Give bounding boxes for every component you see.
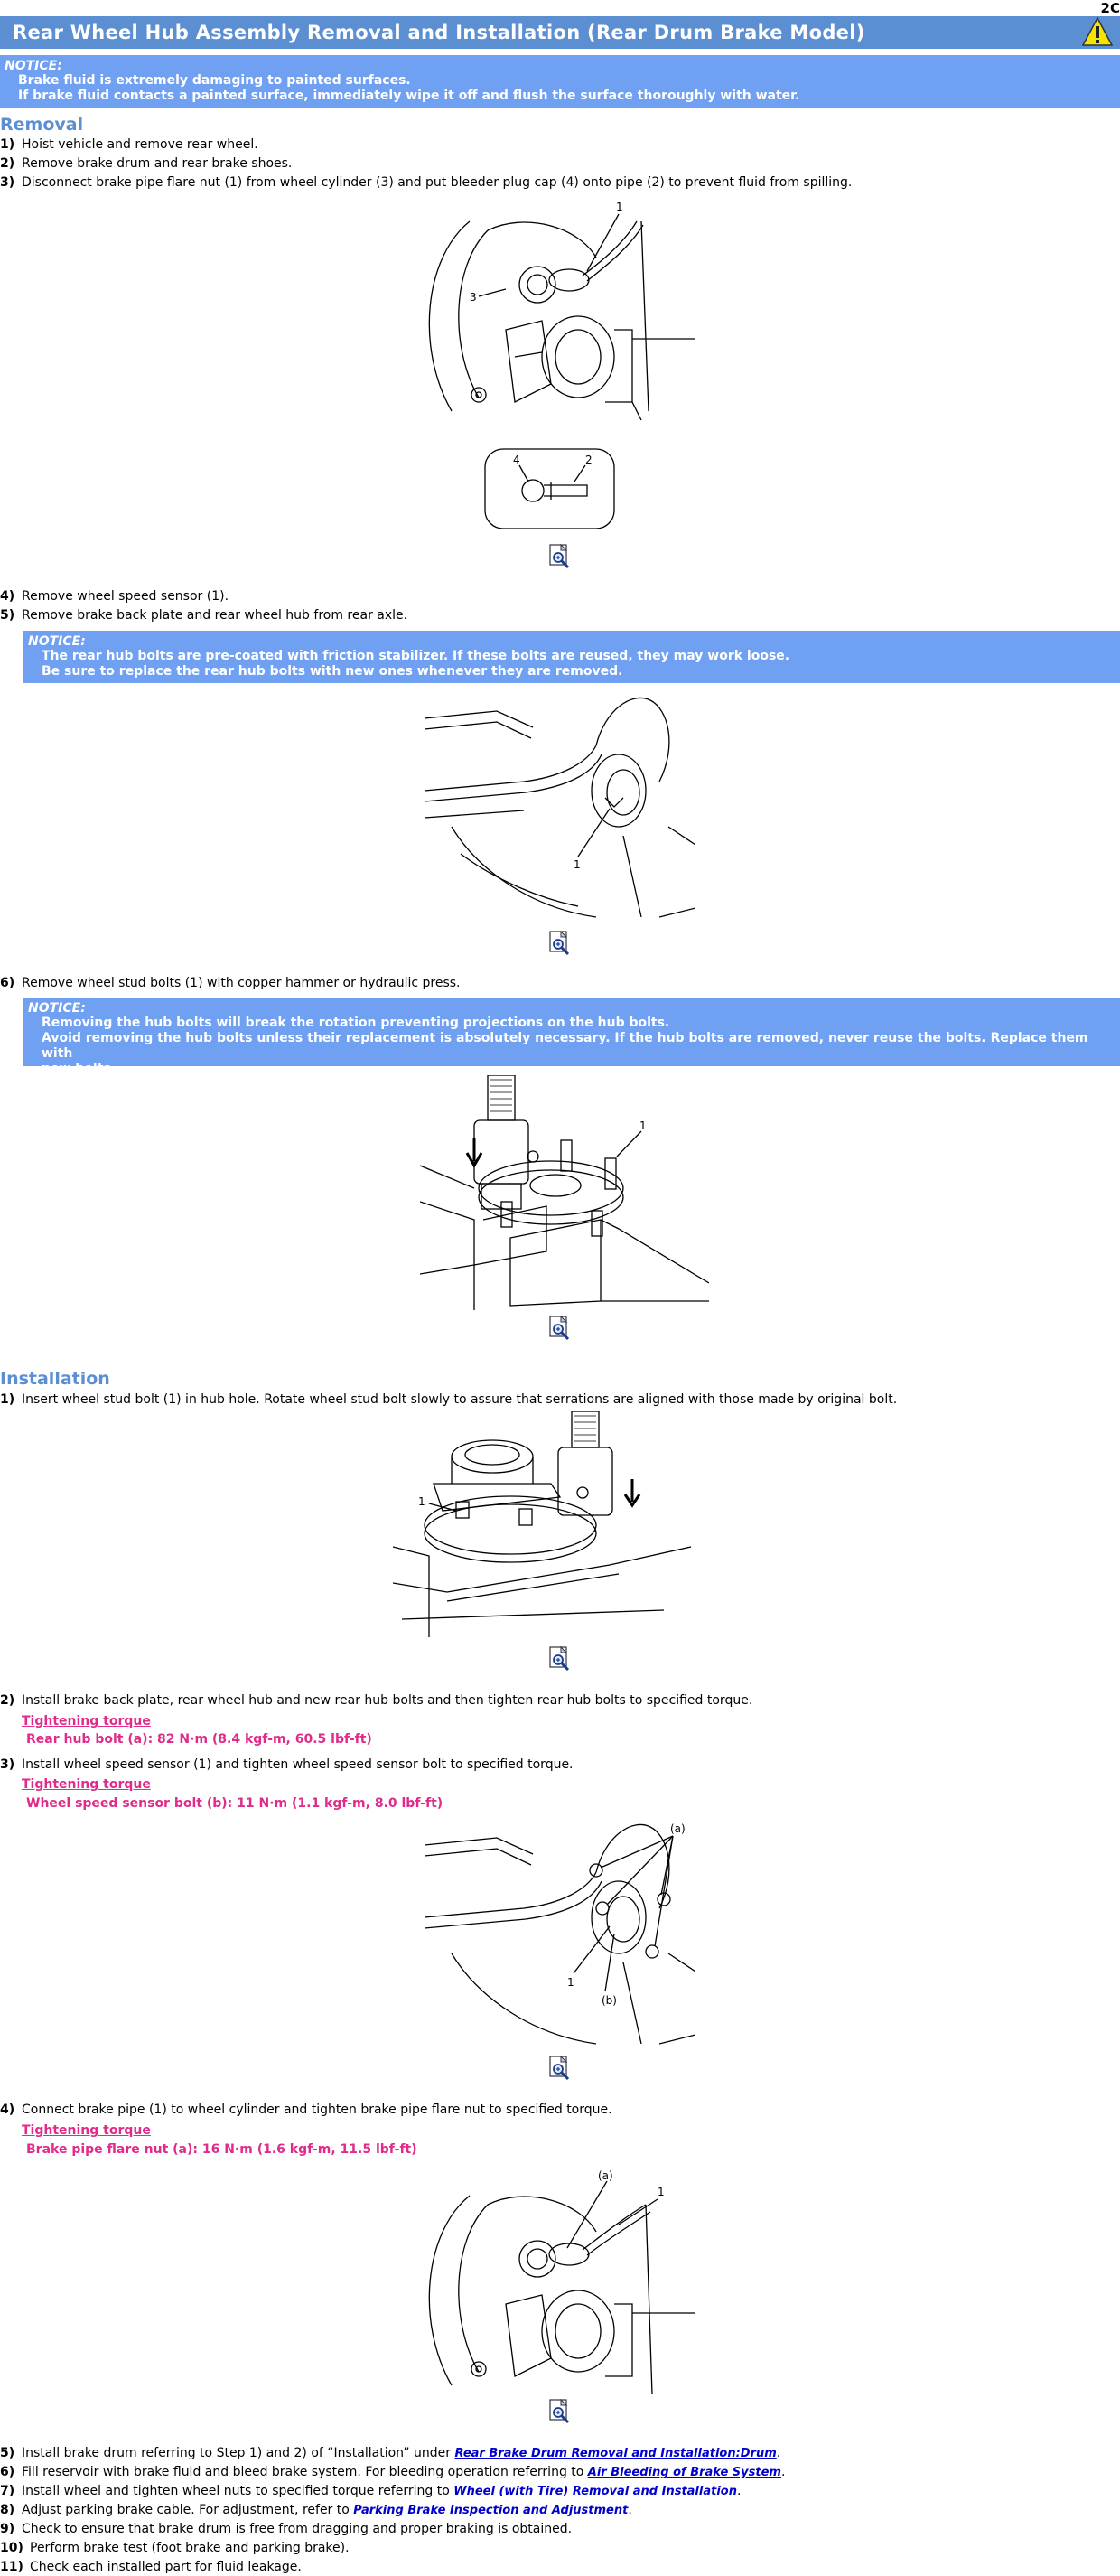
- figure-callout: 1: [658, 2186, 665, 2198]
- removal-step: [0, 156, 292, 171]
- step-number: 2): [0, 156, 15, 171]
- notice-label: NOTICE:: [5, 59, 62, 73]
- figure-callout: 2: [585, 454, 593, 466]
- figure-callout: 1: [418, 1495, 425, 1508]
- notice-line: The rear hub bolts are pre-coated with friction stabilizer. If these bolts are reused, they may work loose.: [42, 649, 790, 663]
- step-number: 10): [0, 2541, 23, 2555]
- step-text: Install wheel speed sensor (1) and tighten wheel speed sensor bolt to specified torque.: [22, 1757, 574, 1772]
- removal-step: [0, 589, 229, 604]
- step-number: 1): [0, 137, 15, 152]
- installation-step: [0, 2503, 632, 2517]
- step-number: 6): [0, 976, 15, 990]
- step-number: 2): [0, 1693, 15, 1708]
- figure-callout: (a): [598, 2169, 613, 2182]
- link-rear-brake-drum[interactable]: Rear Brake Drum Removal and Installation:Drum: [454, 2447, 777, 2460]
- notice-brake-fluid: [0, 55, 1120, 108]
- torque-spec-brake-pipe-flare-nut: Brake pipe flare nut (a): 16 N·m (1.6 kgf-m, 11.5 lbf-ft): [26, 2142, 417, 2157]
- notice-label: NOTICE:: [28, 1001, 86, 1016]
- notice-line: new bolts.: [42, 1062, 117, 1076]
- step-number: 3): [0, 175, 15, 190]
- figure-callout: 1: [574, 858, 581, 871]
- magnify-zoom-icon[interactable]: [548, 931, 572, 956]
- step-text: Connect brake pipe (1) to wheel cylinder and tighten brake pipe flare nut to specified torque.: [22, 2103, 612, 2117]
- brake-pipe-figure: [415, 2169, 705, 2403]
- stud-bolt-install-figure: [393, 1411, 709, 1637]
- step-text-end: .: [628, 2503, 632, 2517]
- installation-heading: Installation: [0, 1369, 110, 1389]
- link-wheel-removal[interactable]: Wheel (with Tire) Removal and Installation: [453, 2485, 737, 2498]
- magnify-zoom-icon[interactable]: [548, 2056, 572, 2081]
- step-number: 11): [0, 2560, 23, 2574]
- installation-step: [0, 1757, 574, 1772]
- step-text-end: .: [780, 2465, 786, 2479]
- step-text: Insert wheel stud bolt (1) in hub hole. Rotate wheel stud bolt slowly to assure that serrations are aligned with those made by original bolt.: [22, 1392, 898, 1407]
- step-text: Disconnect brake pipe flare nut (1) from wheel cylinder (3) and put bleeder plug cap (4) onto pipe (2) to prevent fluid from spilling.: [22, 175, 853, 190]
- step-text: Remove brake drum and rear brake shoes.: [22, 156, 293, 171]
- removal-heading: Removal: [0, 115, 84, 135]
- step-text: Remove wheel speed sensor (1).: [22, 589, 229, 604]
- figure-callout: 4: [513, 454, 520, 466]
- step-text: Remove wheel stud bolts (1) with copper hammer or hydraulic press.: [22, 976, 461, 990]
- installation-step: [0, 2446, 780, 2460]
- figure-callout: 1: [567, 1976, 574, 1989]
- figure-callout: (a): [670, 1822, 686, 1835]
- installation-step: [0, 1693, 752, 1708]
- notice-line: Be sure to replace the rear hub bolts with new ones whenever they are removed.: [42, 664, 623, 679]
- installation-step: [0, 2560, 302, 2574]
- step-text: Install brake drum referring to Step 1) and 2) of “Installation” under: [22, 2446, 455, 2460]
- step-text: Adjust parking brake cable. For adjustment, refer to: [22, 2503, 354, 2517]
- removal-step: [0, 175, 852, 190]
- link-parking-brake[interactable]: Parking Brake Inspection and Adjustment: [353, 2504, 629, 2517]
- step-number: 5): [0, 608, 15, 623]
- notice-line: Removing the hub bolts will break the rotation preventing projections on the hub bolts.: [42, 1016, 670, 1030]
- step-number: 5): [0, 2446, 15, 2460]
- installation-step: [0, 1392, 897, 1407]
- magnify-zoom-icon[interactable]: [548, 544, 572, 569]
- page-title: Rear Wheel Hub Assembly Removal and Installation (Rear Drum Brake Model): [13, 22, 865, 43]
- tightening-torque-label: Tightening torque: [22, 2123, 151, 2138]
- installation-step: [0, 2541, 350, 2555]
- step-text: Hoist vehicle and remove rear wheel.: [22, 137, 258, 152]
- page-number: 2C: [1100, 0, 1120, 16]
- step-text: Check to ensure that brake drum is free from dragging and proper braking is obtained.: [22, 2522, 573, 2536]
- torque-spec-wheel-speed-sensor-bolt: Wheel speed sensor bolt (b): 11 N·m (1.1 kgf-m, 8.0 lbf-ft): [26, 1796, 443, 1811]
- removal-step: [0, 976, 461, 990]
- removal-step: [0, 608, 407, 623]
- step-number: 4): [0, 589, 15, 604]
- step-number: 4): [0, 2103, 15, 2117]
- torque-spec-rear-hub-bolt: Rear hub bolt (a): 82 N·m (8.4 kgf-m, 60.5 lbf-ft): [26, 1732, 372, 1747]
- warning-triangle-icon: [1082, 17, 1113, 46]
- step-text: Check each installed part for fluid leakage.: [30, 2560, 302, 2574]
- figure-callout: 1: [639, 1119, 647, 1132]
- step-text-end: .: [736, 2484, 742, 2498]
- step-text: Install wheel and tighten wheel nuts to specified torque referring to: [22, 2484, 454, 2498]
- figure-callout: 3: [470, 291, 477, 304]
- step-number: 7): [0, 2484, 15, 2498]
- installation-step: [0, 2465, 785, 2479]
- step-text: Remove brake back plate and rear wheel hub from rear axle.: [22, 608, 408, 623]
- hub-bolts-sensor-figure: [425, 1818, 695, 2048]
- removal-step: [0, 137, 258, 152]
- step-number: 3): [0, 1757, 15, 1772]
- title-bar: [0, 16, 1120, 49]
- tightening-torque-label: Tightening torque: [22, 1777, 151, 1792]
- installation-step: [0, 2484, 741, 2498]
- magnify-zoom-icon[interactable]: [548, 1316, 572, 1341]
- notice-hub-bolts-coated: [23, 631, 1120, 683]
- notice-line: Brake fluid is extremely damaging to painted surfaces.: [18, 73, 411, 88]
- notice-line: Avoid removing the hub bolts unless their replacement is absolutely necessary. If the hub bolts are removed, never reuse the bolts. Replace them with: [42, 1031, 1088, 1061]
- tightening-torque-label: Tightening torque: [22, 1714, 151, 1728]
- installation-step: [0, 2522, 572, 2536]
- step-number: 8): [0, 2503, 15, 2517]
- figure-callout: 1: [616, 201, 623, 213]
- step-text: Perform brake test (foot brake and parking brake).: [30, 2541, 350, 2555]
- step-text-end: .: [776, 2446, 781, 2460]
- link-air-bleeding[interactable]: Air Bleeding of Brake System: [587, 2466, 781, 2479]
- notice-label: NOTICE:: [28, 634, 86, 649]
- step-number: 9): [0, 2522, 15, 2536]
- figure-callout: (b): [602, 1994, 617, 2007]
- notice-line: If brake fluid contacts a painted surface, immediately wipe it off and flush the surface thoroughly with water.: [18, 89, 800, 103]
- notice-hub-bolts-rotation: [23, 998, 1120, 1076]
- magnify-zoom-icon[interactable]: [548, 1646, 572, 1672]
- stud-bolt-removal-figure: [420, 1075, 709, 1310]
- step-text: Install brake back plate, rear wheel hub and new rear hub bolts and then tighten rear hub bolts to specified torque.: [22, 1693, 753, 1708]
- magnify-zoom-icon[interactable]: [548, 2399, 572, 2424]
- wheel-cylinder-figure: [415, 194, 705, 538]
- step-number: 6): [0, 2465, 15, 2479]
- installation-step: [0, 2103, 612, 2117]
- step-text: Fill reservoir with brake fluid and bleed brake system. For bleeding operation referring to: [22, 2465, 588, 2479]
- wheel-speed-sensor-figure: [425, 691, 695, 922]
- step-number: 1): [0, 1392, 15, 1407]
